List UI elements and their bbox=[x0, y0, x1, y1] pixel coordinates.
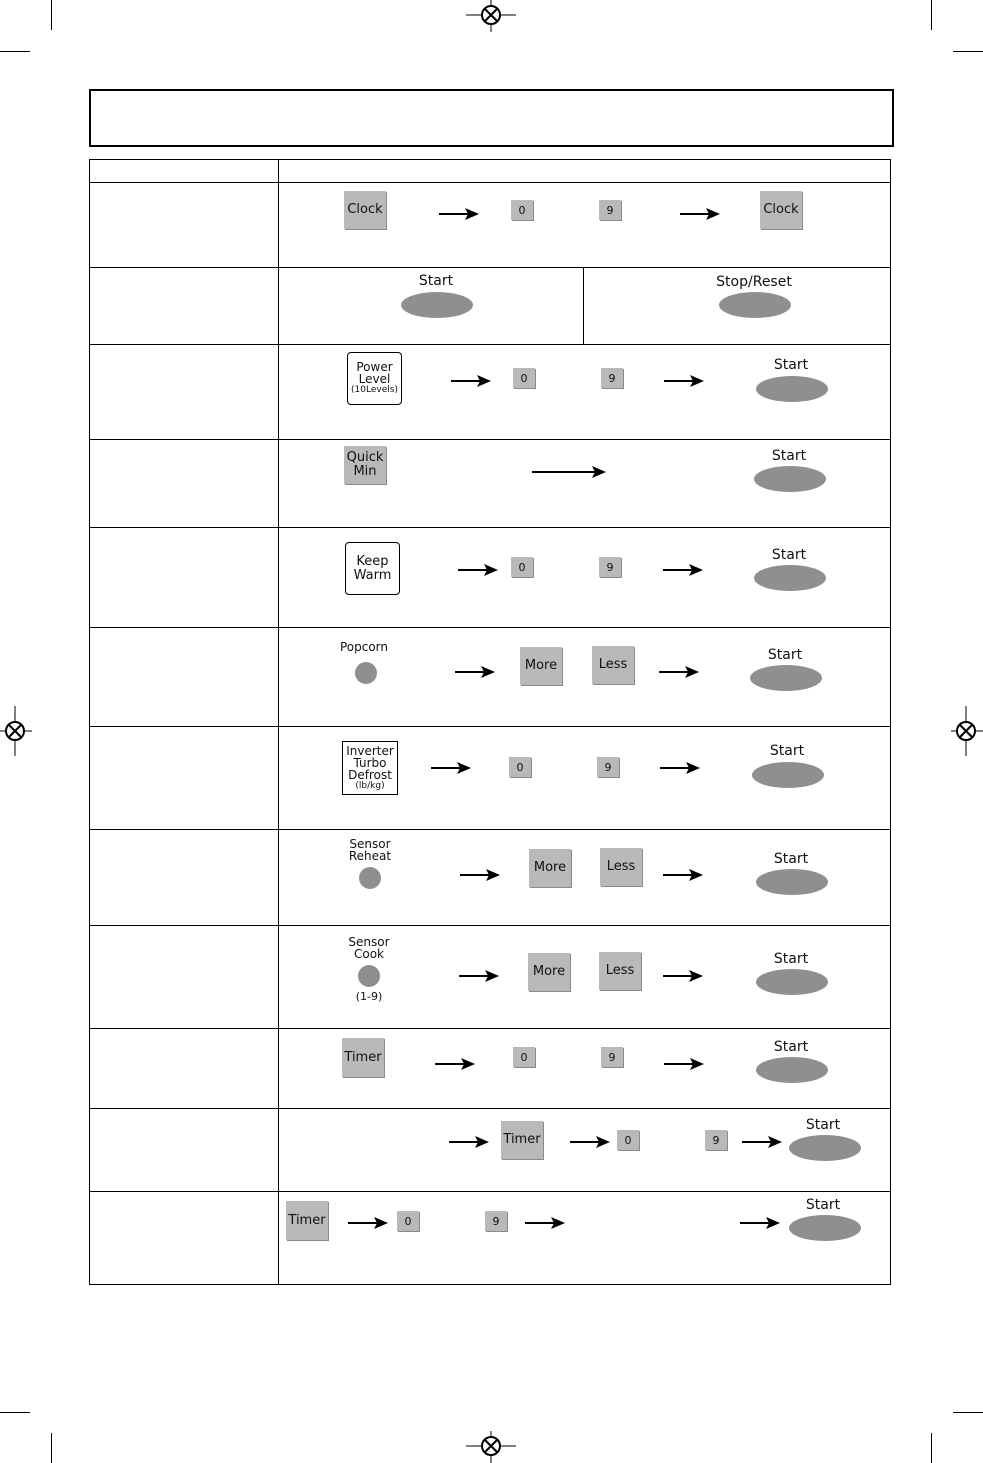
key-text: (lb/kg) bbox=[355, 780, 385, 791]
arrow-right-icon bbox=[459, 969, 499, 983]
arrow-right-icon bbox=[449, 1135, 489, 1149]
key-text: Reheat bbox=[348, 849, 392, 863]
stop-reset-key-label: Stop/Reset bbox=[716, 274, 792, 290]
start-key bbox=[754, 466, 826, 492]
digit-key-9: 9 bbox=[599, 200, 621, 220]
popcorn-key-label: Popcorn bbox=[339, 640, 389, 654]
arrow-right-icon bbox=[680, 207, 720, 221]
arrow-right-icon bbox=[740, 1216, 780, 1230]
less-key: Less bbox=[599, 952, 641, 990]
registration-mark-bottom-icon bbox=[466, 1431, 516, 1463]
start-key-label: Start bbox=[773, 1039, 809, 1055]
key-text: Keep bbox=[356, 553, 389, 569]
crop-mark bbox=[51, 0, 52, 30]
start-key bbox=[789, 1135, 861, 1161]
key-text: Level bbox=[358, 372, 391, 386]
table-row-divider bbox=[89, 439, 891, 440]
start-key bbox=[752, 762, 824, 788]
sensor-cook-range: (1-9) bbox=[355, 990, 383, 1003]
key-text: Inverter bbox=[346, 743, 394, 758]
key-text: Min bbox=[353, 464, 377, 479]
registration-mark-left-icon bbox=[0, 706, 32, 756]
sensor-cook-key bbox=[358, 965, 380, 987]
table-row-divider bbox=[89, 829, 891, 830]
crop-mark bbox=[953, 1412, 983, 1413]
digit-key-9: 9 bbox=[599, 557, 621, 577]
sensor-cook-key-label bbox=[329, 936, 409, 960]
table-cell-divider bbox=[583, 267, 584, 344]
digit-key-9: 9 bbox=[597, 757, 619, 777]
power-level-key bbox=[347, 352, 402, 405]
digit-key-0: 0 bbox=[617, 1130, 639, 1150]
start-key-label: Start bbox=[773, 357, 809, 373]
stop-reset-key bbox=[719, 292, 791, 318]
key-text: Quick bbox=[346, 450, 384, 465]
more-key: More bbox=[528, 953, 570, 991]
operation-table bbox=[89, 159, 891, 1285]
arrow-right-icon bbox=[664, 374, 704, 388]
crop-mark bbox=[0, 51, 30, 52]
crop-mark bbox=[931, 1433, 932, 1463]
key-text: Power bbox=[356, 360, 393, 374]
crop-mark bbox=[0, 1412, 30, 1413]
start-key bbox=[756, 969, 828, 995]
digit-key-0: 0 bbox=[513, 368, 535, 388]
start-key-label: Start bbox=[805, 1117, 841, 1133]
digit-key-9: 9 bbox=[485, 1211, 507, 1231]
arrow-right-icon bbox=[663, 969, 703, 983]
arrow-right-icon bbox=[439, 207, 479, 221]
start-key bbox=[756, 869, 828, 895]
arrow-right-icon bbox=[532, 465, 606, 479]
arrow-right-icon bbox=[348, 1216, 388, 1230]
arrow-right-icon bbox=[742, 1135, 782, 1149]
arrow-right-icon bbox=[664, 1057, 704, 1071]
table-row-divider bbox=[89, 726, 891, 727]
arrow-right-icon bbox=[435, 1057, 475, 1071]
popcorn-key bbox=[355, 662, 377, 684]
timer-key: Timer bbox=[501, 1121, 543, 1159]
inverter-turbo-defrost-key bbox=[342, 741, 398, 795]
arrow-right-icon bbox=[451, 374, 491, 388]
key-text: (10Levels) bbox=[351, 385, 398, 395]
start-key bbox=[750, 665, 822, 691]
start-key-label: Start bbox=[771, 448, 807, 464]
start-key-label: Start bbox=[773, 951, 809, 967]
key-text: Sensor bbox=[348, 935, 390, 949]
digit-key-9: 9 bbox=[601, 1047, 623, 1067]
registration-mark-top-icon bbox=[466, 0, 516, 32]
arrow-right-icon bbox=[659, 665, 699, 679]
arrow-right-icon bbox=[663, 563, 703, 577]
arrow-right-icon bbox=[431, 761, 471, 775]
clock-key: Clock bbox=[344, 191, 386, 229]
sensor-reheat-key-label bbox=[330, 838, 410, 862]
sensor-reheat-key bbox=[359, 867, 381, 889]
table-column-divider bbox=[278, 159, 279, 1285]
table-row-divider bbox=[89, 1191, 891, 1192]
start-key-label: Start bbox=[769, 743, 805, 759]
table-row-divider bbox=[89, 925, 891, 926]
start-key bbox=[756, 376, 828, 402]
start-key-label: Start bbox=[805, 1197, 841, 1213]
arrow-right-icon bbox=[455, 665, 495, 679]
table-row-divider bbox=[89, 182, 891, 183]
keep-warm-key bbox=[345, 542, 400, 595]
start-key-label: Start bbox=[767, 647, 803, 663]
more-key: More bbox=[520, 647, 562, 685]
crop-mark bbox=[953, 51, 983, 52]
clock-key: Clock bbox=[760, 191, 802, 229]
crop-mark bbox=[51, 1433, 52, 1463]
table-row-divider bbox=[89, 267, 891, 268]
start-key bbox=[754, 565, 826, 591]
key-text: Defrost bbox=[348, 767, 392, 782]
key-text: Sensor bbox=[349, 837, 391, 851]
less-key: Less bbox=[592, 646, 634, 684]
arrow-right-icon bbox=[663, 868, 703, 882]
table-row-divider bbox=[89, 1028, 891, 1029]
arrow-right-icon bbox=[570, 1135, 610, 1149]
registration-mark-right-icon bbox=[951, 706, 983, 756]
timer-key: Timer bbox=[342, 1038, 384, 1077]
table-row-divider bbox=[89, 527, 891, 528]
more-key: More bbox=[529, 849, 571, 887]
start-key bbox=[401, 292, 473, 318]
key-text: Turbo bbox=[353, 755, 387, 770]
digit-key-0: 0 bbox=[513, 1047, 535, 1067]
digit-key-9: 9 bbox=[705, 1130, 727, 1150]
table-row-divider bbox=[89, 627, 891, 628]
digit-key-0: 0 bbox=[397, 1211, 419, 1231]
key-text: Cook bbox=[353, 947, 384, 961]
start-key bbox=[789, 1215, 861, 1241]
start-key-label: Start bbox=[771, 547, 807, 563]
key-text: Warm bbox=[353, 567, 392, 583]
digit-key-0: 0 bbox=[511, 200, 533, 220]
start-key bbox=[756, 1057, 828, 1083]
arrow-right-icon bbox=[460, 868, 500, 882]
less-key: Less bbox=[600, 848, 642, 886]
start-key-label: Start bbox=[418, 273, 454, 289]
table-row-divider bbox=[89, 1108, 891, 1109]
digit-key-0: 0 bbox=[511, 557, 533, 577]
digit-key-9: 9 bbox=[601, 368, 623, 388]
arrow-right-icon bbox=[525, 1216, 565, 1230]
crop-mark bbox=[931, 0, 932, 30]
title-box bbox=[89, 89, 894, 147]
quick-min-key bbox=[344, 446, 386, 484]
timer-key: Timer bbox=[286, 1201, 328, 1240]
table-row-divider bbox=[89, 344, 891, 345]
digit-key-0: 0 bbox=[509, 757, 531, 777]
start-key-label: Start bbox=[773, 851, 809, 867]
arrow-right-icon bbox=[458, 563, 498, 577]
arrow-right-icon bbox=[660, 761, 700, 775]
